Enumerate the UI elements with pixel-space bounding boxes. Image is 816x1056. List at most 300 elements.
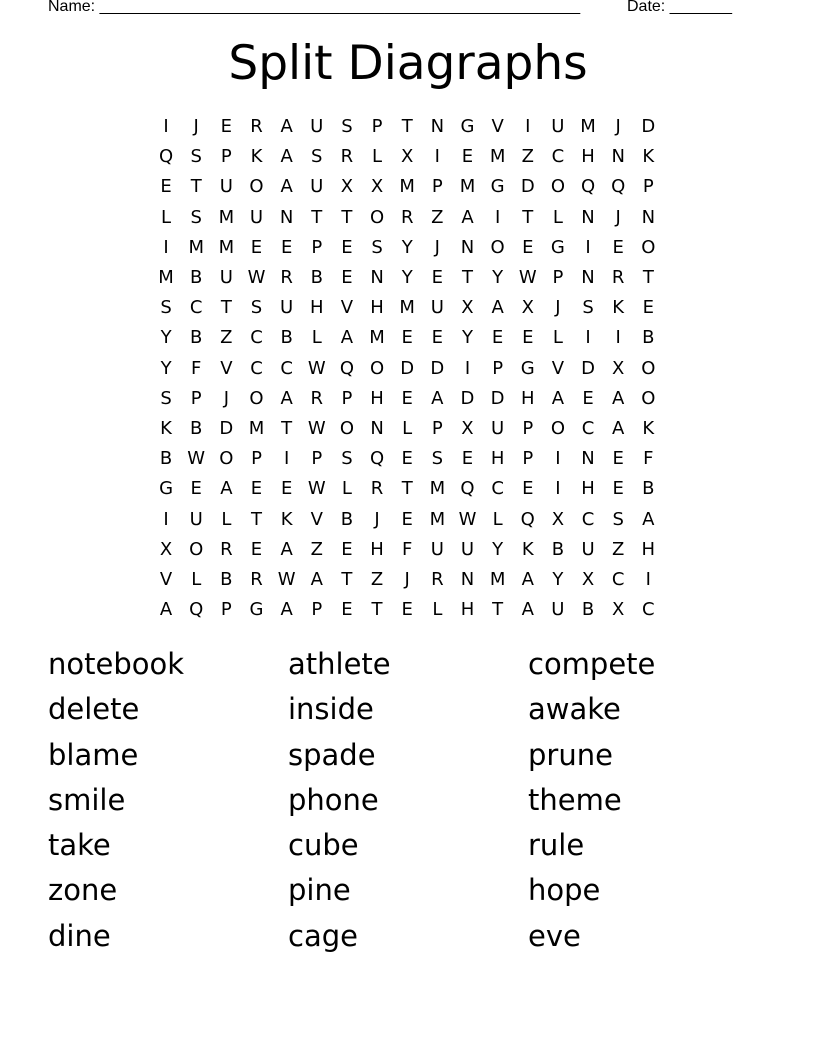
grid-letter[interactable]: Z xyxy=(521,146,534,168)
grid-letter[interactable]: S xyxy=(612,508,624,530)
grid-letter[interactable]: I xyxy=(585,236,591,258)
grid-letter[interactable]: Y xyxy=(492,267,504,289)
grid-letter[interactable]: A xyxy=(521,568,534,590)
grid-letter[interactable]: T xyxy=(190,176,202,198)
grid-letter[interactable]: K xyxy=(642,417,655,439)
grid-letter[interactable]: O xyxy=(249,176,264,198)
grid-letter[interactable]: V xyxy=(220,357,233,379)
grid-letter[interactable]: B xyxy=(642,327,655,349)
grid-letter[interactable]: Q xyxy=(189,599,204,621)
grid-letter[interactable]: E xyxy=(280,236,293,258)
grid-letter[interactable]: I xyxy=(163,116,169,138)
grid-letter[interactable]: D xyxy=(520,176,535,198)
grid-letter[interactable]: U xyxy=(460,538,475,560)
grid-letter[interactable]: J xyxy=(404,568,410,590)
grid-letter[interactable]: I xyxy=(525,116,531,138)
grid-letter[interactable]: S xyxy=(190,206,202,228)
letter-grid xyxy=(151,112,664,624)
grid-letter[interactable]: I xyxy=(163,508,169,530)
grid-letter[interactable]: W xyxy=(187,448,206,470)
grid-letter[interactable]: U xyxy=(581,538,595,560)
grid-letter[interactable]: V xyxy=(159,568,173,590)
grid-letter[interactable]: C xyxy=(250,357,263,379)
grid-letter[interactable]: O xyxy=(249,387,264,409)
grid-letter[interactable]: T xyxy=(341,206,353,228)
grid-letter[interactable]: I xyxy=(555,478,561,500)
grid-letter[interactable]: W xyxy=(247,267,266,289)
grid-letter[interactable]: V xyxy=(340,297,354,319)
grid-letter[interactable]: L xyxy=(191,568,202,590)
grid-letter[interactable]: W xyxy=(458,508,477,530)
grid-letter[interactable]: G xyxy=(460,116,475,138)
grid-letter[interactable]: A xyxy=(461,206,474,228)
grid-letter[interactable]: P xyxy=(251,448,262,470)
grid-letter[interactable]: M xyxy=(218,206,235,228)
grid-letter[interactable]: D xyxy=(430,357,445,379)
grid-letter[interactable]: N xyxy=(581,448,595,470)
grid-letter[interactable]: T xyxy=(461,267,473,289)
grid-letter[interactable]: Y xyxy=(552,568,564,590)
grid-letter[interactable]: V xyxy=(310,508,323,530)
grid-letter[interactable]: U xyxy=(280,297,294,319)
word-list-item: take xyxy=(48,828,111,863)
grid-letter[interactable]: Q xyxy=(339,357,354,379)
grid-letter[interactable]: B xyxy=(280,327,293,349)
grid-letter[interactable]: Z xyxy=(220,327,233,349)
grid-letter[interactable]: U xyxy=(310,176,324,198)
grid-letter[interactable]: E xyxy=(401,327,413,349)
grid-letter[interactable]: P xyxy=(311,599,323,621)
grid-letter[interactable]: E xyxy=(401,599,413,621)
grid-letter[interactable]: C xyxy=(189,297,203,319)
grid-letter[interactable]: S xyxy=(160,297,172,319)
grid-letter[interactable]: C xyxy=(491,478,504,500)
word-list-item: pine xyxy=(288,873,351,908)
grid-letter[interactable]: Z xyxy=(370,568,384,590)
grid-letter[interactable]: H xyxy=(370,387,384,409)
grid-letter[interactable]: E xyxy=(401,508,413,530)
grid-letter[interactable]: S xyxy=(341,116,353,138)
grid-letter[interactable]: D xyxy=(641,116,656,138)
grid-letter[interactable]: E xyxy=(341,538,353,560)
grid-letter[interactable]: P xyxy=(311,236,323,258)
grid-letter[interactable]: S xyxy=(582,297,594,319)
grid-letter[interactable]: A xyxy=(642,508,655,530)
grid-letter[interactable]: E xyxy=(341,267,353,289)
grid-letter[interactable]: J xyxy=(374,508,380,530)
grid-letter[interactable]: M xyxy=(489,146,506,168)
grid-letter[interactable]: A xyxy=(159,599,173,621)
grid-letter[interactable]: A xyxy=(612,387,625,409)
grid-letter[interactable]: I xyxy=(283,448,290,470)
grid-letter[interactable]: S xyxy=(311,146,323,168)
grid-letter[interactable]: M xyxy=(248,417,265,439)
grid-letter[interactable]: S xyxy=(160,387,172,409)
grid-letter[interactable]: P xyxy=(552,267,564,289)
grid-letter[interactable]: F xyxy=(191,357,202,379)
grid-letter[interactable]: B xyxy=(190,267,203,289)
grid-letter[interactable]: I xyxy=(615,327,621,349)
grid-letter[interactable]: Z xyxy=(310,538,323,560)
grid-letter[interactable]: E xyxy=(250,478,263,500)
grid-letter[interactable]: I xyxy=(494,206,501,228)
grid-letter[interactable]: P xyxy=(311,448,323,470)
grid-letter[interactable]: N xyxy=(279,206,294,228)
grid-letter[interactable]: S xyxy=(431,448,444,470)
grid-letter[interactable]: C xyxy=(611,568,625,590)
grid-letter[interactable]: I xyxy=(555,448,561,470)
grid-letter[interactable]: G xyxy=(159,478,174,500)
grid-letter[interactable]: X xyxy=(370,176,384,198)
grid-letter[interactable]: N xyxy=(460,568,475,590)
grid-letter[interactable]: Y xyxy=(160,357,172,379)
grid-letter[interactable]: E xyxy=(341,599,353,621)
grid-letter[interactable]: V xyxy=(551,357,565,379)
grid-letter[interactable]: Y xyxy=(401,267,413,289)
word-list-item: zone xyxy=(48,873,118,908)
grid-letter[interactable]: A xyxy=(220,478,233,500)
grid-letter[interactable]: L xyxy=(552,327,563,349)
grid-letter[interactable]: N xyxy=(370,267,384,289)
grid-letter[interactable]: B xyxy=(581,599,595,621)
grid-letter[interactable]: W xyxy=(518,267,537,289)
grid-letter[interactable]: H xyxy=(581,146,595,168)
grid-letter[interactable]: E xyxy=(401,387,413,409)
grid-letter[interactable]: G xyxy=(550,236,565,258)
grid-letter[interactable]: T xyxy=(371,599,383,621)
grid-letter[interactable]: B xyxy=(220,568,233,590)
grid-letter[interactable]: Q xyxy=(158,146,174,168)
grid-letter[interactable]: A xyxy=(340,327,354,349)
grid-letter[interactable]: E xyxy=(612,236,624,258)
grid-letter[interactable]: K xyxy=(160,417,172,439)
grid-letter[interactable]: U xyxy=(310,116,324,138)
grid-letter[interactable]: D xyxy=(400,357,415,379)
grid-letter[interactable]: R xyxy=(250,568,263,590)
grid-letter[interactable]: Z xyxy=(612,538,625,560)
grid-letter[interactable]: N xyxy=(460,236,475,258)
grid-letter[interactable]: M xyxy=(188,236,204,258)
grid-letter[interactable]: G xyxy=(490,176,505,198)
grid-letter[interactable]: X xyxy=(159,538,173,560)
grid-letter[interactable]: L xyxy=(372,146,383,168)
grid-letter[interactable]: W xyxy=(307,478,326,500)
grid-letter[interactable]: G xyxy=(520,357,535,379)
grid-letter[interactable]: A xyxy=(491,297,504,319)
grid-letter[interactable]: U xyxy=(430,538,444,560)
grid-letter[interactable]: A xyxy=(551,387,565,409)
grid-letter[interactable]: O xyxy=(641,357,656,379)
grid-letter[interactable]: O xyxy=(550,176,565,198)
grid-letter[interactable]: W xyxy=(307,357,326,379)
grid-letter[interactable]: M xyxy=(429,508,446,530)
grid-letter[interactable]: J xyxy=(223,387,229,409)
grid-letter[interactable]: X xyxy=(612,357,625,379)
grid-letter[interactable]: K xyxy=(642,146,655,168)
grid-letter[interactable]: N xyxy=(430,116,445,138)
grid-letter[interactable]: J xyxy=(555,297,561,319)
grid-letter[interactable]: R xyxy=(340,146,354,168)
grid-letter[interactable]: D xyxy=(490,387,505,409)
grid-letter[interactable]: Q xyxy=(369,448,385,470)
grid-letter[interactable]: M xyxy=(158,267,174,289)
grid-letter[interactable]: K xyxy=(612,297,625,319)
grid-letter[interactable]: P xyxy=(642,176,654,198)
grid-letter[interactable]: H xyxy=(310,297,324,319)
grid-letter[interactable]: E xyxy=(250,538,263,560)
grid-letter[interactable]: U xyxy=(189,508,203,530)
grid-letter[interactable]: T xyxy=(522,206,534,228)
grid-letter[interactable]: A xyxy=(280,176,293,198)
grid-letter[interactable]: D xyxy=(460,387,475,409)
grid-letter[interactable]: J xyxy=(193,116,199,138)
grid-letter[interactable]: A xyxy=(310,568,323,590)
grid-letter[interactable]: E xyxy=(431,267,444,289)
grid-letter[interactable]: W xyxy=(277,568,296,590)
grid-letter[interactable]: H xyxy=(370,538,384,560)
grid-letter[interactable]: R xyxy=(280,267,293,289)
grid-letter[interactable]: R xyxy=(250,116,263,138)
grid-letter[interactable]: C xyxy=(250,327,263,349)
grid-letter[interactable]: E xyxy=(522,327,534,349)
grid-letter[interactable]: B xyxy=(551,538,565,560)
grid-letter[interactable]: N xyxy=(581,206,595,228)
grid-letter[interactable]: E xyxy=(220,116,233,138)
grid-letter[interactable]: L xyxy=(221,508,232,530)
grid-letter[interactable]: C xyxy=(642,599,655,621)
grid-letter[interactable]: T xyxy=(401,116,413,138)
grid-letter[interactable]: L xyxy=(492,508,503,530)
grid-letter[interactable]: U xyxy=(551,116,565,138)
grid-letter[interactable]: M xyxy=(218,236,235,258)
grid-letter[interactable]: T xyxy=(341,568,353,590)
grid-letter[interactable]: E xyxy=(160,176,172,198)
grid-letter[interactable]: U xyxy=(249,206,264,228)
grid-letter[interactable]: M xyxy=(459,176,476,198)
grid-letter[interactable]: P xyxy=(431,417,443,439)
grid-letter[interactable]: O xyxy=(641,236,656,258)
grid-letter[interactable]: E xyxy=(431,327,444,349)
grid-letter[interactable]: L xyxy=(341,478,352,500)
grid-letter[interactable]: O xyxy=(369,357,385,379)
grid-letter[interactable]: E xyxy=(582,387,594,409)
grid-letter[interactable]: X xyxy=(461,417,474,439)
grid-letter[interactable]: B xyxy=(340,508,354,530)
grid-letter[interactable]: K xyxy=(521,538,534,560)
grid-letter[interactable]: C xyxy=(280,357,293,379)
grid-letter[interactable]: D xyxy=(581,357,595,379)
grid-letter[interactable]: Y xyxy=(492,538,504,560)
grid-letter[interactable]: I xyxy=(645,568,651,590)
grid-letter[interactable]: M xyxy=(489,568,506,590)
grid-letter[interactable]: B xyxy=(310,267,323,289)
grid-letter[interactable]: Y xyxy=(461,327,473,349)
grid-letter[interactable]: H xyxy=(581,478,595,500)
grid-letter[interactable]: J xyxy=(615,206,621,228)
grid-letter[interactable]: P xyxy=(431,176,443,198)
grid-letter[interactable]: A xyxy=(431,387,444,409)
grid-letter[interactable]: R xyxy=(370,478,384,500)
grid-letter[interactable]: A xyxy=(280,146,293,168)
grid-letter[interactable]: H xyxy=(490,448,505,470)
grid-letter[interactable]: E xyxy=(461,448,474,470)
grid-letter[interactable]: A xyxy=(280,538,293,560)
grid-letter[interactable]: D xyxy=(219,417,234,439)
grid-letter[interactable]: S xyxy=(250,297,263,319)
grid-letter[interactable]: B xyxy=(159,448,173,470)
word-list-item: phone xyxy=(288,782,379,817)
grid-letter[interactable]: P xyxy=(522,417,534,439)
grid-letter[interactable]: O xyxy=(490,236,505,258)
grid-letter[interactable]: T xyxy=(311,206,323,228)
grid-letter[interactable]: X xyxy=(612,599,625,621)
grid-letter[interactable]: K xyxy=(250,146,263,168)
grid-letter[interactable]: H xyxy=(641,538,656,560)
grid-letter[interactable]: B xyxy=(642,478,655,500)
grid-letter[interactable]: P xyxy=(220,599,232,621)
grid-letter[interactable]: C xyxy=(581,508,595,530)
grid-letter[interactable]: A xyxy=(280,599,293,621)
grid-letter[interactable]: P xyxy=(522,448,534,470)
grid-letter[interactable]: Q xyxy=(460,478,475,500)
grid-letter[interactable]: Q xyxy=(520,508,535,530)
grid-letter[interactable]: P xyxy=(190,387,202,409)
grid-letter[interactable]: U xyxy=(551,599,565,621)
grid-letter[interactable]: E xyxy=(461,146,474,168)
grid-letter[interactable]: M xyxy=(369,327,385,349)
grid-letter[interactable]: Y xyxy=(160,327,172,349)
grid-row xyxy=(151,504,664,534)
grid-letter[interactable]: V xyxy=(491,116,504,138)
grid-letter[interactable]: L xyxy=(402,417,413,439)
grid-letter[interactable]: N xyxy=(641,206,656,228)
grid-letter[interactable]: I xyxy=(585,327,591,349)
grid-letter[interactable]: F xyxy=(402,538,413,560)
grid-letter[interactable]: Q xyxy=(580,176,596,198)
grid-letter[interactable]: M xyxy=(580,116,596,138)
grid-letter[interactable]: L xyxy=(552,206,563,228)
grid-letter[interactable]: E xyxy=(190,478,202,500)
grid-letter[interactable]: R xyxy=(611,267,625,289)
grid-letter[interactable]: X xyxy=(551,508,565,530)
grid-letter[interactable]: P xyxy=(220,146,232,168)
grid-letter[interactable]: M xyxy=(429,478,446,500)
grid-letter[interactable]: T xyxy=(642,267,654,289)
grid-letter[interactable]: M xyxy=(399,176,415,198)
grid-letter[interactable]: X xyxy=(461,297,474,319)
grid-letter[interactable]: E xyxy=(522,478,534,500)
grid-letter[interactable]: E xyxy=(612,448,624,470)
grid-letter[interactable]: E xyxy=(280,478,293,500)
grid-letter[interactable]: N xyxy=(611,146,625,168)
grid-letter[interactable]: X xyxy=(581,568,595,590)
grid-letter[interactable]: W xyxy=(307,417,326,439)
grid-letter[interactable]: P xyxy=(492,357,504,379)
grid-letter[interactable]: B xyxy=(190,327,203,349)
grid-letter[interactable]: A xyxy=(280,387,293,409)
grid-letter[interactable]: M xyxy=(399,297,415,319)
grid-letter[interactable]: R xyxy=(220,538,233,560)
grid-letter[interactable]: J xyxy=(615,116,621,138)
grid-letter[interactable]: F xyxy=(643,448,654,470)
word-list-item: spade xyxy=(288,737,376,772)
grid-letter[interactable]: E xyxy=(491,327,504,349)
grid-letter[interactable]: S xyxy=(371,236,383,258)
grid-letter[interactable]: A xyxy=(612,417,625,439)
grid-letter[interactable]: L xyxy=(432,599,443,621)
grid-letter[interactable]: R xyxy=(431,568,444,590)
grid-letter[interactable]: I xyxy=(163,236,169,258)
grid-letter[interactable]: E xyxy=(612,478,624,500)
grid-letter[interactable]: T xyxy=(281,417,293,439)
grid-letter[interactable]: I xyxy=(434,146,440,168)
grid-letter[interactable]: X xyxy=(401,146,414,168)
grid-letter[interactable]: G xyxy=(249,599,264,621)
grid-letter[interactable]: U xyxy=(491,417,505,439)
grid-letter[interactable]: E xyxy=(642,297,654,319)
grid-letter[interactable]: O xyxy=(641,387,656,409)
grid-letter[interactable]: E xyxy=(250,236,263,258)
grid-letter[interactable]: Y xyxy=(401,236,413,258)
grid-letter[interactable]: H xyxy=(520,387,535,409)
grid-letter[interactable]: P xyxy=(371,116,383,138)
grid-letter[interactable]: T xyxy=(401,478,413,500)
grid-letter[interactable]: S xyxy=(190,146,202,168)
grid-letter[interactable]: R xyxy=(400,206,414,228)
grid-letter[interactable]: U xyxy=(219,267,233,289)
grid-letter[interactable]: U xyxy=(430,297,444,319)
name-field[interactable]: Name: ______________________________________________________ xyxy=(48,0,581,15)
grid-letter[interactable]: X xyxy=(340,176,354,198)
grid-letter[interactable]: X xyxy=(521,297,534,319)
date-field[interactable]: Date: _______ xyxy=(627,0,732,15)
grid-letter[interactable]: N xyxy=(370,417,384,439)
grid-letter[interactable]: E xyxy=(522,236,534,258)
grid-letter[interactable]: K xyxy=(280,508,293,530)
word-list-item: hope xyxy=(528,873,601,908)
grid-letter[interactable]: O xyxy=(189,538,204,560)
grid-letter[interactable]: E xyxy=(401,448,413,470)
grid-letter[interactable]: O xyxy=(339,417,354,439)
grid-letter[interactable]: L xyxy=(161,206,172,228)
grid-letter[interactable]: O xyxy=(219,448,234,470)
grid-letter[interactable]: Z xyxy=(431,206,444,228)
grid-letter[interactable]: N xyxy=(581,267,595,289)
grid-letter[interactable]: T xyxy=(220,297,232,319)
grid-letter[interactable]: L xyxy=(311,327,322,349)
grid-letter[interactable]: O xyxy=(550,417,565,439)
grid-letter[interactable]: R xyxy=(310,387,324,409)
grid-letter[interactable]: T xyxy=(250,508,262,530)
grid-letter[interactable]: A xyxy=(280,116,293,138)
grid-letter[interactable]: C xyxy=(551,146,565,168)
grid-letter[interactable]: U xyxy=(219,176,233,198)
grid-letter[interactable]: T xyxy=(492,599,504,621)
grid-letter[interactable]: B xyxy=(190,417,203,439)
grid-letter[interactable]: H xyxy=(460,599,475,621)
header-row xyxy=(0,0,816,20)
grid-letter[interactable]: H xyxy=(370,297,384,319)
grid-letter[interactable]: S xyxy=(341,448,353,470)
grid-letter[interactable]: I xyxy=(464,357,471,379)
grid-letter[interactable]: P xyxy=(341,387,353,409)
grid-letter[interactable]: A xyxy=(521,599,534,621)
grid-letter[interactable]: O xyxy=(369,206,385,228)
grid-letter[interactable]: Q xyxy=(611,176,626,198)
grid-letter[interactable]: J xyxy=(434,236,440,258)
grid-letter[interactable]: C xyxy=(581,417,595,439)
grid-letter[interactable]: E xyxy=(341,236,353,258)
